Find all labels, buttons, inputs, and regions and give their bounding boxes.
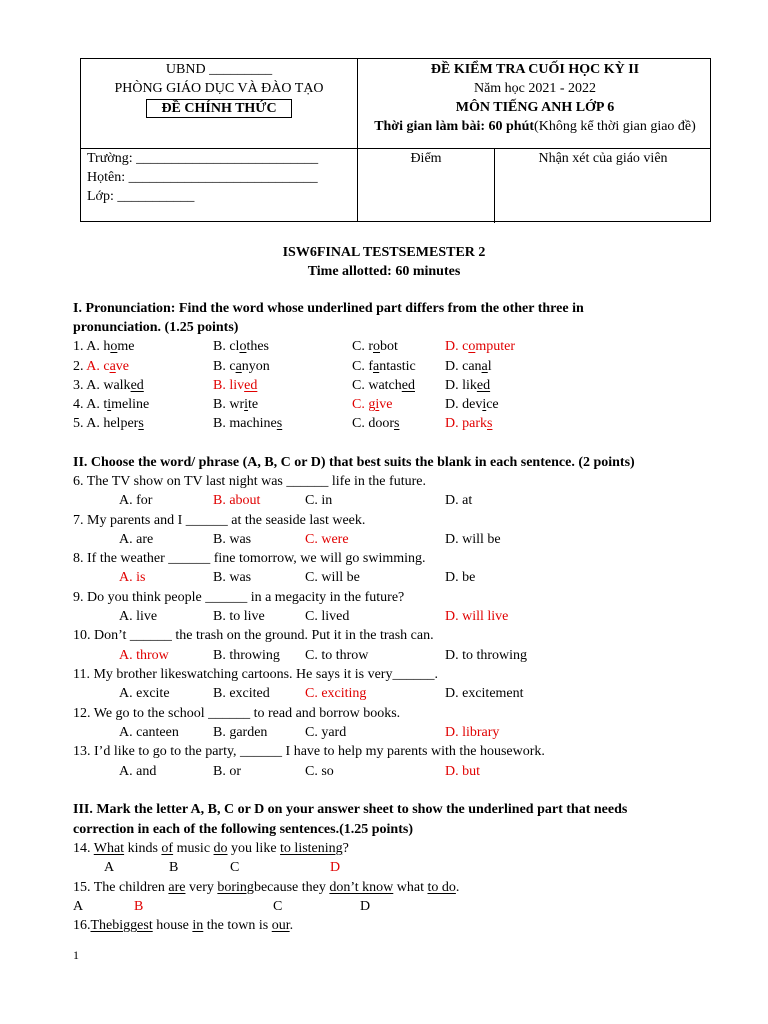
q9-option-c: C. lived xyxy=(305,609,350,624)
q3-option-c: C. watched xyxy=(352,378,415,393)
q13-option-a: A. and xyxy=(119,764,157,779)
time-line: Thời gian làm bài: 60 phút(Không kể thời gian giao đề) xyxy=(374,119,696,134)
q2-option-d: D. canal xyxy=(445,359,492,374)
school-field: Trường: __________________________ xyxy=(87,151,319,166)
q14-letter-a: A xyxy=(104,860,115,875)
q10-option-c: C. to throw xyxy=(305,648,369,663)
q3-option-b: B. lived xyxy=(213,378,258,393)
student-info xyxy=(87,149,355,206)
q6-option-c: C. in xyxy=(305,493,333,508)
ubnd-line: UBND _________ xyxy=(165,62,273,77)
q15-letter-a: A xyxy=(73,899,84,914)
q11-option-b: B. excited xyxy=(213,686,270,701)
q12-option-a: A. canteen xyxy=(119,725,179,740)
q8-stem: 8. If the weather ______ fine tomorrow, we will go swimming. xyxy=(73,551,426,566)
q12-option-c: C. yard xyxy=(305,725,347,740)
q5-option-b: B. machines xyxy=(213,416,283,431)
q10-option-d: D. to throwing xyxy=(445,648,528,663)
subject: MÔN TIẾNG ANH LỚP 6 xyxy=(455,100,615,115)
q11-option-c: C. exciting xyxy=(305,686,367,701)
q15-letter-b: B xyxy=(134,899,144,914)
q10-option-b: B. throwing xyxy=(213,648,280,663)
section1-heading: I. Pronunciation: Find the word whose underlined part differs from the other three in xyxy=(73,301,584,316)
q8-option-c: C. will be xyxy=(305,570,360,585)
q12-option-d: D. library xyxy=(445,725,500,740)
q2-option-b: B. canyon xyxy=(213,359,270,374)
q5-option-c: C. doors xyxy=(352,416,400,431)
q2-option-c: C. fantastic xyxy=(352,359,416,374)
q1-option-d: D. computer xyxy=(445,339,515,354)
q1-option-c: C. robot xyxy=(352,339,398,354)
exam-title: ĐỀ KIỂM TRA CUỐI HỌC KỲ II xyxy=(430,62,640,77)
section1-heading-2: pronunciation. (1.25 points) xyxy=(73,320,239,335)
test-title: ISW6FINAL TESTSEMESTER 2 xyxy=(282,245,486,260)
q11-option-a: A. excite xyxy=(119,686,170,701)
q7-option-b: B. was xyxy=(213,532,252,547)
q6-option-b: B. about xyxy=(213,493,261,508)
q10-option-a: A. throw xyxy=(119,648,169,663)
q9-option-d: D. will live xyxy=(445,609,509,624)
q12-option-b: B. garden xyxy=(213,725,268,740)
score-label: Điểm xyxy=(410,151,442,166)
q9-option-a: A. live xyxy=(119,609,158,624)
official-badge: ĐỀ CHÍNH THỨC xyxy=(146,99,291,118)
q9-option-b: B. to live xyxy=(213,609,265,624)
q7-option-c: C. were xyxy=(305,532,349,547)
q14-letter-c: C xyxy=(230,860,240,875)
q13-option-b: B. or xyxy=(213,764,241,779)
q4-option-d: D. device xyxy=(445,397,499,412)
class-field: Lớp: ___________ xyxy=(87,189,195,204)
q8-option-b: B. was xyxy=(213,570,252,585)
q14-letter-d: D xyxy=(330,860,341,875)
q13-stem: 13. I’d like to go to the party, ______ I have to help my parents with the housework. xyxy=(73,744,545,759)
q14-sentence: 14. What kinds of music do you like to listening? xyxy=(73,841,349,856)
q3-option-d: D. liked xyxy=(445,378,491,393)
q4-option-a: 4. A. timeline xyxy=(73,397,150,412)
header-left xyxy=(81,60,357,118)
q5-option-a: 5. A. helpers xyxy=(73,416,144,431)
q8-option-a: A. is xyxy=(119,570,146,585)
section2-heading: II. Choose the word/ phrase (A, B, C or D) that best suits the blank in each sentence. (2 points) xyxy=(73,455,635,470)
q10-stem: 10. Don’t ______ the trash on the ground. Put it in the trash can. xyxy=(73,628,434,643)
q15-letter-d: D xyxy=(360,899,371,914)
q15-letter-c: C xyxy=(273,899,283,914)
q8-option-d: D. be xyxy=(445,570,476,585)
q9-stem: 9. Do you think people ______ in a megacity in the future? xyxy=(73,590,405,605)
q7-stem: 7. My parents and I ______ at the seaside last week. xyxy=(73,513,366,528)
q11-stem: 11. My brother likeswatching cartoons. He says it is very______. xyxy=(73,667,438,682)
q13-option-c: C. so xyxy=(305,764,334,779)
q7-option-d: D. will be xyxy=(445,532,501,547)
header-table xyxy=(80,58,711,222)
q16-sentence: 16.Thebiggest house in the town is our. xyxy=(73,918,294,933)
department-name: PHÒNG GIÁO DỤC VÀ ĐÀO TẠO xyxy=(114,81,324,96)
page-number: 1 xyxy=(73,948,79,962)
q6-option-a: A. for xyxy=(119,493,153,508)
header-right xyxy=(358,60,712,136)
time-allotted: Time allotted: 60 minutes xyxy=(307,264,461,279)
school-year: Năm học 2021 - 2022 xyxy=(473,81,597,96)
q6-option-d: D. at xyxy=(445,493,473,508)
q4-option-b: B. write xyxy=(213,397,259,412)
q1-option-a: 1. A. home xyxy=(73,339,135,354)
section3-heading-2: correction in each of the following sentences.(1.25 points) xyxy=(73,822,413,837)
q5-option-d: D. parks xyxy=(445,416,493,431)
section3-heading: III. Mark the letter A, B, C or D on your answer sheet to show the underlined part that needs xyxy=(73,802,628,817)
q7-option-a: A. are xyxy=(119,532,154,547)
q6-stem: 6. The TV show on TV last night was ______ life in the future. xyxy=(73,474,426,489)
q3-option-a: 3. A. walked xyxy=(73,378,144,393)
q15-sentence: 15. The children are very boringbecause they don’t know what to do. xyxy=(73,880,460,895)
q12-stem: 12. We go to the school ______ to read and borrow books. xyxy=(73,706,401,721)
name-field: Họtên: ___________________________ xyxy=(87,170,318,185)
teacher-comment-label: Nhận xét của giáo viên xyxy=(538,151,668,166)
q14-letter-b: B xyxy=(169,860,179,875)
q13-option-d: D. but xyxy=(445,764,480,779)
q1-option-b: B. clothes xyxy=(213,339,270,354)
q2-option-a: 2. A. cave xyxy=(73,359,129,374)
q11-option-d: D. excitement xyxy=(445,686,524,701)
q4-option-c: C. give xyxy=(352,397,393,412)
